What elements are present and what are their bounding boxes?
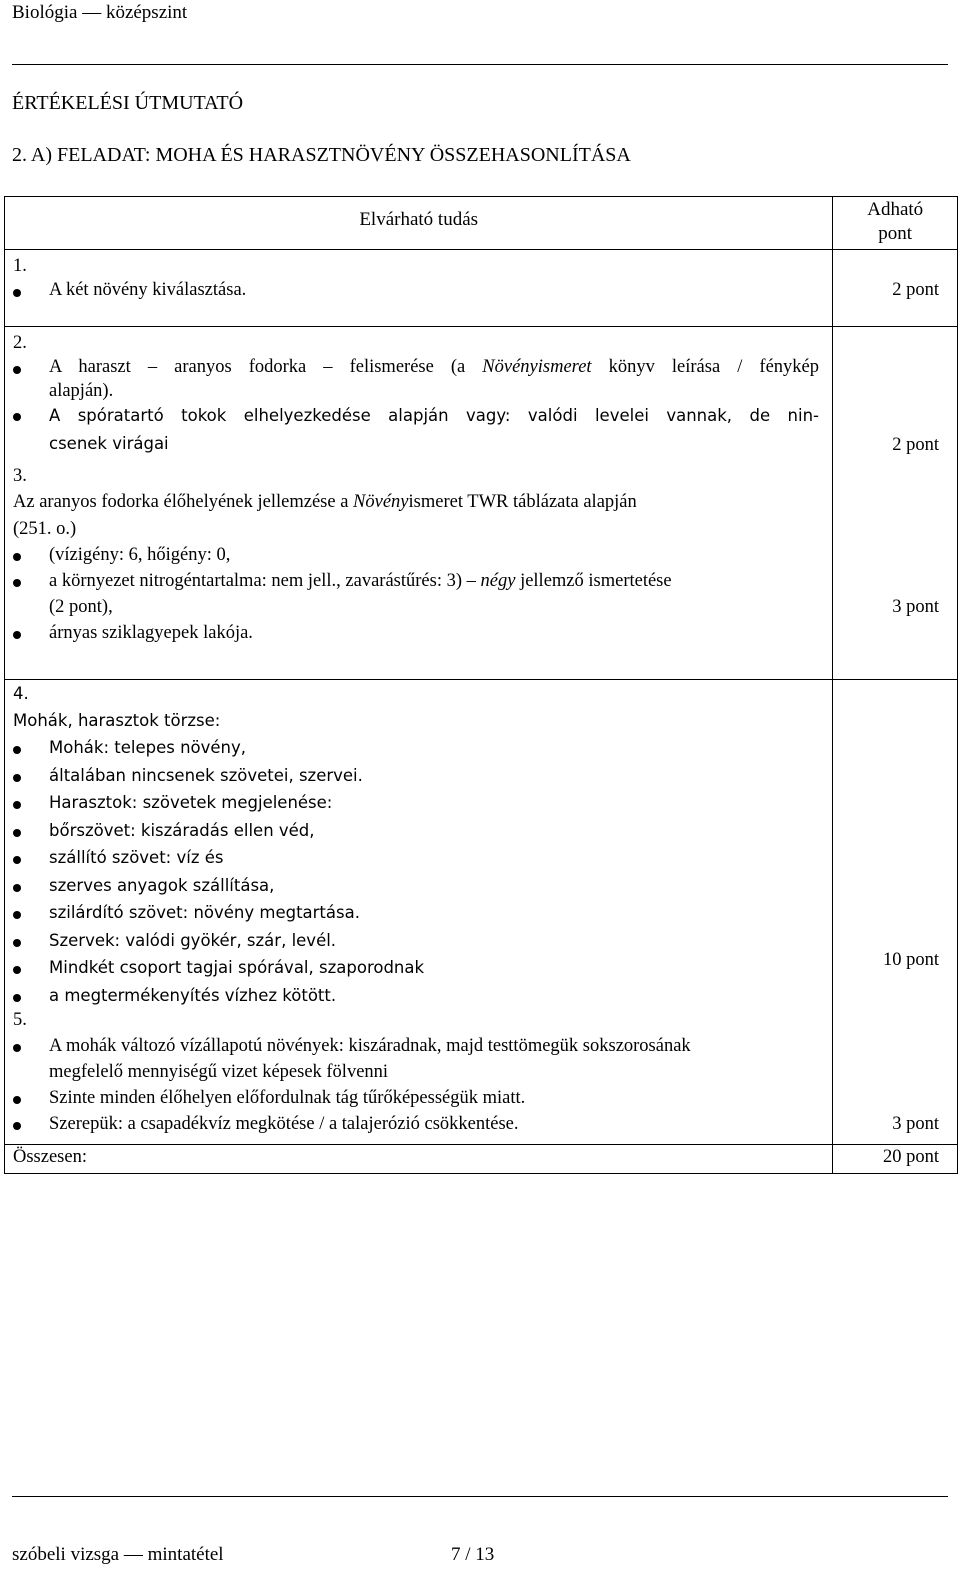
list-item: Mohák: telepes növény,: [49, 738, 247, 757]
table-row: [5, 327, 958, 680]
list-item-continuation: alapján).: [49, 381, 114, 401]
list-item-continuation: (2 pont),: [49, 597, 113, 617]
page-number: 7 / 13: [451, 1544, 495, 1565]
bullet-icon: [13, 631, 21, 639]
bullet-icon: [13, 966, 21, 974]
list-item: árnyas sziklagyepek lakója.: [49, 623, 253, 643]
bullet-icon: [13, 1122, 21, 1130]
paragraph: Mohák, harasztok törzse:: [13, 711, 221, 730]
table-row: [5, 250, 958, 327]
bullet-icon: [13, 911, 21, 919]
task-title: 2. A) FELADAT: MOHA ÉS HARASZTNÖVÉNY ÖSSZEHASONLÍTÁSA: [12, 144, 631, 166]
item-number: 3.: [13, 466, 27, 486]
header-divider: [12, 64, 948, 65]
list-item-continuation: megfelelő mennyiségű vizet képesek fölvenni: [49, 1062, 389, 1082]
list-item: (vízigény: 6, hőigény: 0,: [49, 545, 231, 565]
bullet-icon: [13, 994, 21, 1002]
list-item: Szervek: valódi gyökér, szár, levél.: [49, 930, 337, 950]
points-value: 3 pont: [892, 1114, 939, 1134]
list-item: Szerepük: a csapadékvíz megkötése / a talajerózió csökkentése.: [49, 1114, 519, 1134]
running-header: Biológia — középszint: [12, 2, 188, 23]
list-item: szilárdító szövet: növény megtartása.: [49, 903, 360, 922]
points-value: 10 pont: [882, 950, 939, 970]
scoring-table: [4, 196, 958, 1174]
bullet-icon: [13, 1044, 21, 1052]
points-value: 2 pont: [892, 280, 939, 300]
list-item-continuation: csenek virágai: [49, 434, 169, 453]
bullet-icon: [13, 1096, 21, 1104]
bullet-icon: [13, 413, 21, 421]
list-item: a környezet nitrogéntartalma: nem jell., zavarástűrés: 3) – négy jellemző ismertetése: [49, 571, 672, 591]
list-item: Harasztok: szövetek megjelenése:: [49, 793, 333, 812]
points-value: 2 pont: [892, 435, 939, 455]
bullet-icon: [13, 746, 21, 754]
bullet-icon: [13, 553, 21, 561]
list-item: szerves anyagok szállítása,: [49, 875, 275, 895]
paragraph: Az aranyos fodorka élőhelyének jellemzése a Növényismeret TWR táblázata alapján: [13, 492, 637, 512]
list-item: általában nincsenek szövetei, szervei.: [49, 765, 363, 785]
bullet-icon: [13, 801, 21, 809]
column-header-points-2: pont: [878, 223, 913, 244]
footer-text: szóbeli vizsga — mintatétel: [12, 1544, 224, 1565]
list-item: a megtermékenyítés vízhez kötött.: [49, 985, 337, 1005]
item-number: 2.: [13, 333, 27, 353]
list-item: Szinte minden élőhelyen előfordulnak tág tűrőképességük miatt.: [49, 1088, 526, 1108]
paragraph: (251. o.): [13, 519, 77, 539]
list-item: Mindkét csoport tagjai spórával, szaporodnak: [49, 958, 425, 977]
table-total-row: [5, 1145, 958, 1174]
item-number: 5.: [13, 1010, 27, 1030]
list-item: bőrszövet: kiszáradás ellen véd,: [49, 820, 315, 840]
footer-divider: [12, 1496, 948, 1497]
section-title: ÉRTÉKELÉSI ÚTMUTATÓ: [12, 92, 244, 114]
bullet-icon: [13, 774, 21, 782]
column-header-knowledge: Elvárható tudás: [359, 209, 479, 230]
bullet-icon: [13, 579, 21, 587]
total-points: 20 pont: [882, 1147, 939, 1167]
total-label: Összesen:: [13, 1147, 87, 1167]
bullet-icon: [13, 856, 21, 864]
list-item: A haraszt – aranyos fodorka – felismerése (a Növényismeret könyv leírása / fénykép: [49, 357, 819, 377]
list-item: szállító szövet: víz és: [49, 848, 224, 867]
item-number: 4.: [13, 684, 29, 703]
list-item: A mohák változó vízállapotú növények: kiszáradnak, majd testtömegük sokszorosának: [49, 1036, 691, 1056]
table-row: [5, 680, 958, 1145]
bullet-icon: [13, 939, 21, 947]
points-value: 3 pont: [892, 597, 939, 617]
item-number: 1.: [13, 256, 27, 276]
list-item: A spóratartó tokok elhelyezkedése alapján vagy: valódi levelei vannak, de nin-: [49, 406, 819, 425]
table-header-row: [5, 197, 958, 250]
bullet-icon: [13, 366, 21, 374]
bullet-icon: [13, 289, 21, 297]
column-header-points-1: Adható: [867, 199, 924, 220]
bullet-icon: [13, 884, 21, 892]
list-item: A két növény kiválasztása.: [49, 280, 247, 300]
bullet-icon: [13, 829, 21, 837]
